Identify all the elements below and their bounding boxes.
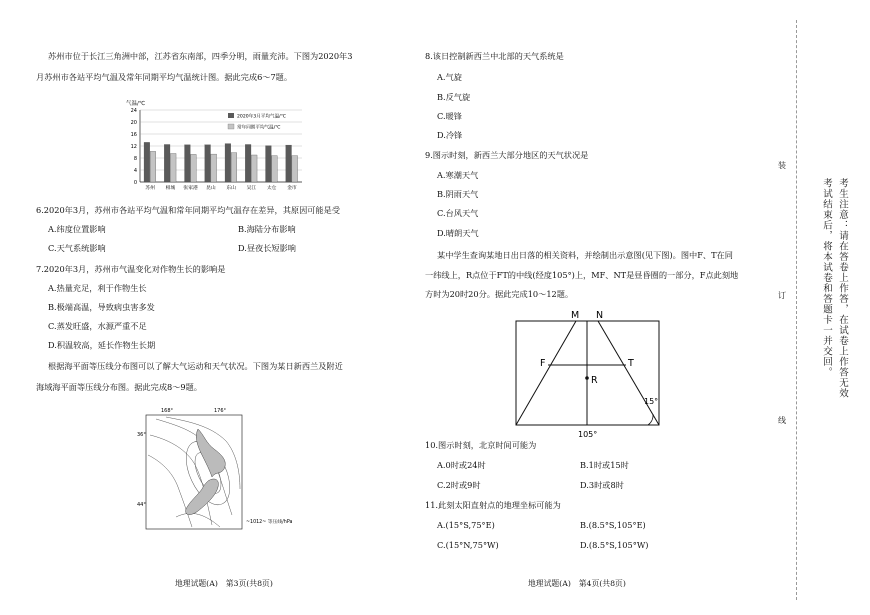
intro3-line-2: 一纬线上，R点位于FT的中线(经度105°)上，MF、NT是昼昏圈的一部分，F点此刻地 [425, 270, 739, 280]
q6-option-d[interactable]: D.昼夜长短影响 [238, 243, 296, 253]
chart-x-tick-label: 张家港 [183, 186, 198, 191]
chart-bar [231, 153, 237, 182]
question-11: 11.此刻太阳直射点的地理坐标可能为 [425, 500, 561, 510]
map-legend: ~1012~ 等压线/hPa [246, 520, 293, 525]
new-zealand-landmass [186, 429, 226, 515]
q8-option-d[interactable]: D.冷锋 [437, 130, 463, 140]
footer-page-4: 地理试题(A) 第4页(共8页) [528, 579, 626, 588]
label-t: T [628, 358, 634, 369]
binding-char-ding: 订 [778, 291, 786, 300]
intro3-line-3: 方时为20时20分。据此完成10～12题。 [425, 289, 574, 299]
q11-option-c[interactable]: C.(15°N,75°W) [437, 540, 499, 550]
binding-char-zhuang: 装 [778, 161, 786, 170]
chart-x-tick-label: 吴江 [246, 186, 257, 191]
q7-option-d[interactable]: D.积温较高，延长作物生长期 [48, 340, 156, 350]
chart-bar [211, 154, 217, 182]
chart-y-tick-label: 8 [133, 156, 137, 162]
chart-y-tick-label: 24 [130, 108, 137, 114]
q9-option-b[interactable]: B.阴雨天气 [437, 189, 479, 199]
chart-bar [286, 145, 292, 182]
q8-option-c[interactable]: C.暖锋 [437, 111, 462, 121]
chart-y-tick-label: 0 [133, 180, 137, 186]
chart-x-tick-label: 太仓 [266, 186, 277, 191]
chart-bar [245, 145, 251, 183]
chart-x-tick-label: 金市 [287, 186, 297, 191]
chart-bar [292, 156, 298, 182]
day-night-diagram [510, 308, 670, 440]
chart-y-tick-label: 16 [130, 132, 137, 138]
temperature-bar-chart [118, 96, 308, 196]
legend-2020: 2020年3月平均气温/℃ [237, 114, 286, 120]
footer-page-3: 地理试题(A) 第3页(共8页) [175, 579, 273, 588]
chart-x-tick-label: 东山 [226, 186, 236, 191]
chart-bar [225, 144, 231, 182]
chart-bar [164, 145, 170, 183]
binding-dashed-line [796, 20, 797, 600]
chart-bar [170, 154, 176, 183]
label-angle: 15° [644, 397, 659, 406]
isobar-map [136, 405, 306, 540]
question-8: 8.该日控制新西兰中北部的天气系统是 [425, 51, 564, 61]
q9-option-a[interactable]: A.寒潮天气 [437, 170, 479, 180]
question-9: 9.图示时刻，新西兰大部分地区的天气状况是 [425, 150, 589, 160]
q6-option-a[interactable]: A.纬度位置影响 [48, 224, 106, 234]
chart-y-tick-label: 4 [133, 168, 137, 174]
q9-option-d[interactable]: D.晴朗天气 [437, 228, 479, 238]
chart-bar [251, 155, 257, 182]
q10-option-b[interactable]: B.1时或15时 [580, 460, 629, 470]
legend-swatch-normal [228, 124, 234, 129]
line-mf [516, 321, 576, 425]
chart-y-tick-label: 12 [130, 144, 137, 150]
q6-option-c[interactable]: C.天气系统影响 [48, 243, 106, 253]
q9-option-c[interactable]: C.台风天气 [437, 208, 479, 218]
chart-bar [150, 151, 156, 182]
q7-option-c[interactable]: C.蒸发旺盛，水源严重不足 [48, 321, 147, 331]
q8-option-b[interactable]: B.反气旋 [437, 92, 471, 102]
question-7: 7.2020年3月，苏州市气温变化对作物生长的影响是 [36, 264, 226, 274]
intro3-line-1: 某中学生查询某地日出日落的相关资料，并绘制出示意图(见下图)。图中F、T在同 [437, 250, 733, 260]
intro2-line-1: 根据海平面等压线分布图可以了解大气运动和天气状况。下图为某日新西兰及附近 [48, 361, 343, 371]
q7-option-b[interactable]: B.极端高温，导致病虫害多发 [48, 302, 155, 312]
candidate-notice-line-2: 考试结束后，将本试卷和答题卡一并交回。 [821, 178, 832, 378]
legend-swatch-2020 [228, 113, 234, 118]
map-lat-44: 44° [137, 502, 146, 508]
legend-normal: 常年同期平均气温/℃ [237, 125, 281, 131]
label-lon: 105° [578, 430, 598, 439]
map-lon-168: 168° [161, 408, 174, 414]
q11-option-b[interactable]: B.(8.5°S,105°E) [580, 520, 646, 530]
point-r [585, 376, 589, 380]
label-f: F [540, 358, 546, 369]
map-lat-36: 36° [137, 432, 146, 438]
chart-x-tick-label: 相城 [165, 186, 176, 191]
chart-ylabel: 气温/℃ [126, 101, 146, 107]
intro-line-1: 苏州市位于长江三角洲中部，江苏省东南部，四季分明，雨量充沛。下图为2020年3 [48, 51, 353, 61]
q6-option-b[interactable]: B.海陆分布影响 [238, 224, 296, 234]
chart-bar [266, 146, 272, 182]
chart-y-tick-label: 20 [130, 120, 137, 126]
line-nt [598, 321, 659, 425]
label-m: M [571, 310, 580, 321]
chart-bar [272, 156, 278, 182]
chart-bar [205, 145, 211, 182]
q7-option-a[interactable]: A.热量充足，利于作物生长 [48, 283, 147, 293]
chart-bar [191, 154, 197, 182]
q8-option-a[interactable]: A.气旋 [437, 72, 462, 82]
q10-option-a[interactable]: A.0时或24时 [437, 460, 486, 470]
binding-char-xian: 线 [778, 416, 786, 425]
q10-option-d[interactable]: D.3时或8时 [580, 480, 624, 490]
q10-option-c[interactable]: C.2时或9时 [437, 480, 481, 490]
q11-option-a[interactable]: A.(15°S,75°E) [437, 520, 495, 530]
label-r: R [591, 375, 598, 386]
chart-bar [185, 145, 191, 182]
label-n: N [596, 310, 604, 321]
candidate-notice-line-1: 考生注意：请在答卷上作答，在试卷上作答无效 [837, 178, 848, 399]
intro2-line-2: 海域海平面等压线分布图。据此完成8～9题。 [36, 382, 202, 392]
q11-option-d[interactable]: D.(8.5°S,105°W) [580, 540, 649, 550]
chart-bar [144, 142, 150, 182]
chart-x-tick-label: 昆山 [206, 186, 216, 191]
question-10: 10.图示时刻，北京时间可能为 [425, 440, 537, 450]
map-lon-176: 176° [214, 408, 227, 414]
intro-line-2: 月苏州市各站平均气温及常年同期平均气温统计图。据此完成6～7题。 [36, 72, 293, 82]
chart-x-tick-label: 苏州 [145, 186, 155, 191]
question-6: 6.2020年3月，苏州市各站平均气温和常年同期平均气温存在差异，其原因可能是受 [36, 205, 341, 215]
